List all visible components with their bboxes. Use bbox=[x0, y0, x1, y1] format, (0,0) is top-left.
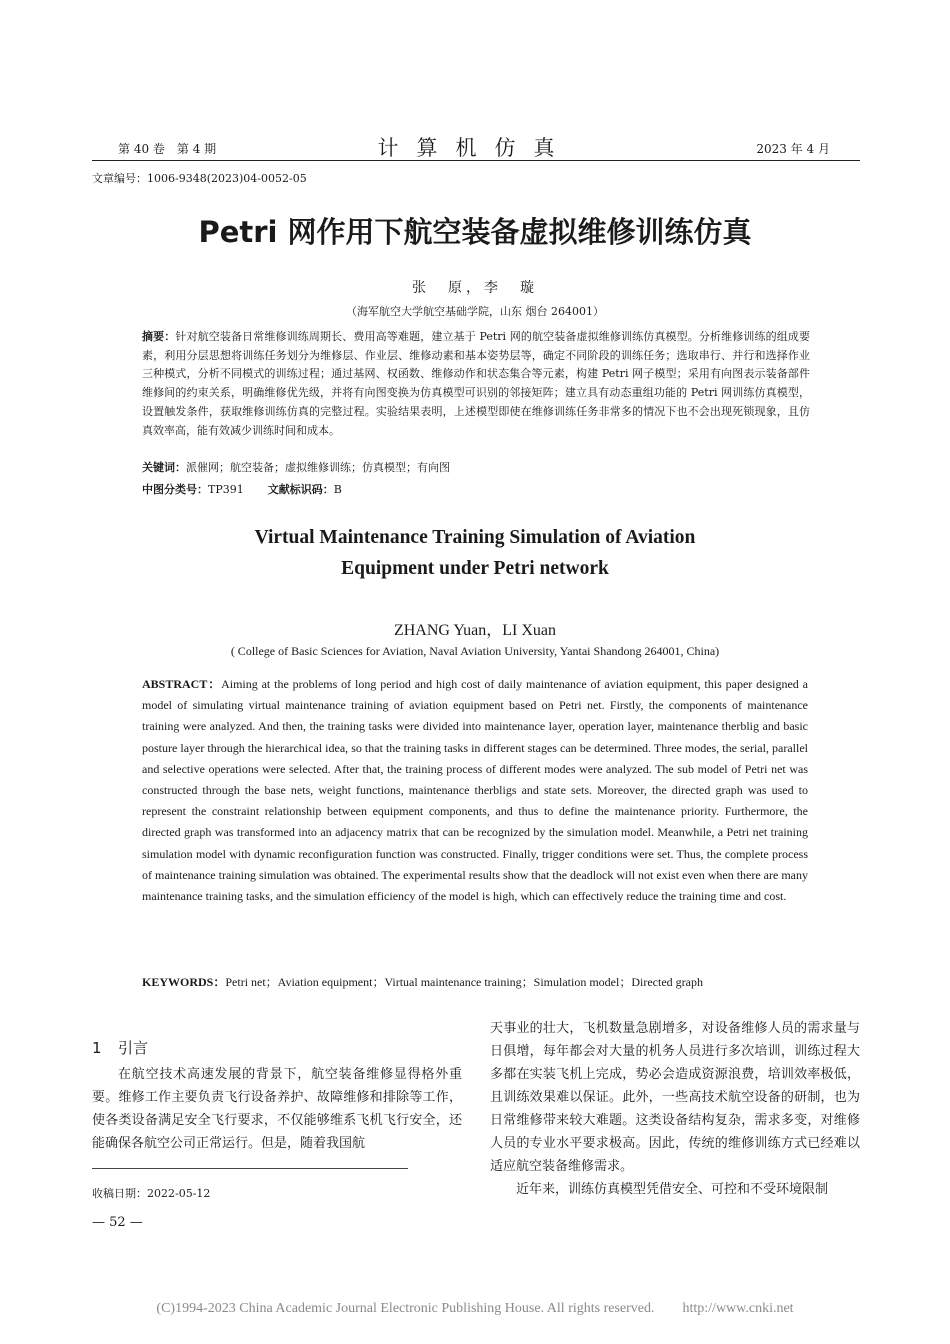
classification-line bbox=[142, 481, 342, 497]
paper-title-en-line2: Equipment under Petri network bbox=[341, 558, 609, 579]
paper-title-cn: Petri 网作用下航空装备虚拟维修训练仿真 bbox=[198, 215, 752, 249]
doc-code-label: 文献标识码： bbox=[267, 483, 334, 496]
keywords-en-label: KEYWORDS： bbox=[142, 975, 226, 989]
abstract-cn bbox=[142, 328, 810, 440]
paper-title-en-line1: Virtual Maintenance Training Simulation of Aviation bbox=[254, 527, 696, 548]
copyright-line: (C)1994-2023 China Academic Journal Electronic Publishing House. All rights reserved. http://www.cnki.net bbox=[156, 1301, 794, 1316]
header-rule bbox=[92, 160, 860, 161]
abstract-cn-label: 摘要： bbox=[142, 330, 176, 343]
intro-paragraph-2: 近年来，训练仿真模型凭借安全、可控和不受环境限制 bbox=[516, 1182, 829, 1197]
body-right-column bbox=[490, 1017, 860, 1201]
article-number: 文章编号：1006-9348(2023)04-0052-05 bbox=[92, 172, 307, 185]
footnote-rule bbox=[92, 1168, 408, 1169]
publication-date: 2023 年 4 月 bbox=[756, 142, 830, 156]
section-heading bbox=[92, 1037, 148, 1058]
intro-paragraph-1: 在航空技术高速发展的背景下，航空装备维修显得格外重要。维修工作主要负责飞行设备养护、故障维修和排除等工作，使各类设备满足安全飞行要求，不仅能够维系飞机飞行安全，还能确保各航空公司正常运行。但是，随着我国航 bbox=[92, 1067, 462, 1151]
abstract-en bbox=[142, 674, 808, 907]
keywords-cn bbox=[142, 459, 450, 475]
affiliation-cn: （海军航空大学航空基础学院，山东 烟台 264001） bbox=[346, 305, 604, 318]
authors-en: ZHANG Yuan，LI Xuan bbox=[393, 622, 557, 639]
section-number: 1 bbox=[92, 1039, 102, 1057]
volume-issue: 第 40 卷 第 4 期 bbox=[118, 142, 217, 156]
page-number: — 52 — bbox=[92, 1215, 143, 1230]
abstract-cn-text: 针对航空装备日常维修训练周期长、费用高等难题，建立基于 Petri 网的航空装备虚拟维修训练仿真模型。分析维修训练的组成要素，利用分层思想将训练任务划分为维修层、作业层、维修动素和基本姿势层等，确定不同阶段的训练任务；选取串行、并行和选择作业三种模式，分析不同模式的训练过程；通过基网、权函数、维修动作和状态集合等元素，构建 Petri 网子模型；采用有向图表示装备部件维修间的约束关系，明确维修优先级，并将有向图变换为仿真模型可识别的邻接矩阵；建立具有动态重组功能的 Petri 网训练仿真模型，设置触发条件，获取维修训练仿真的完整过程。实验结果表明，上述模型即使在维修训练任务非常多的情况下也不会出现死锁现象，且仿真效率高，能有效减少训练时间和成本。 bbox=[142, 330, 811, 437]
keywords-en bbox=[142, 973, 703, 990]
journal-name: 计算机仿真 bbox=[377, 136, 573, 160]
received-date: 收稿日期：2022-05-12 bbox=[92, 1187, 211, 1200]
clc-value: TP391 bbox=[208, 483, 244, 496]
intro-paragraph-1-continued: 天事业的壮大，飞机数量急剧增多，对设备维修人员的需求量与日俱增，每年都会对大量的机务人员进行多次培训，训练过程大多都在实装飞机上完成，势必会造成资源浪费，培训效率极低，且训练效果难以保证。此外，一些高技术航空设备的研制，也为日常维修带来较大难题。这类设备结构复杂，需求多变，对维修人员的专业水平要求极高。因此，传统的维修训练方式已经难以适应航空装备维修需求。 bbox=[490, 1021, 860, 1174]
abstract-en-text: Aiming at the problems of long period and high cost of daily maintenance of aviation equipment, this paper designed a model of simulating virtual maintenance training of aviation equipment based on Petri net. Firstly, the components of maintenance training were analyzed. And then, the training tasks were divided into maintenance layer, operation layer, maintenance therblig and basic posture layer through the hierarchical idea, so that the training tasks in different stages can be determined. Three modes, the serial, parallel and selective operations were selected. After that, the training process of different modes were analyzed. The sub model of Petri net was constructed through the base nets, weight functions, maintenance therbligs and state sets. Moreover, the directed graph was used to represent the constraint relationship between equipment components, and thus to define the maintenance priority. Furthermore, the directed graph was transformed into an adjacency matrix that can be recognized by the simulation model. Meanwhile, a Petri net training simulation model with dynamic reconfiguration function was constructed. Finally, trigger conditions were set. Thus, the complete process of maintenance training simulation was obtained. The experimental results show that the deadlock will not exist even when there are many maintenance training tasks, and the simulation efficiency of the model is high, which can effectively reduce the training time and cost. bbox=[142, 677, 808, 904]
keywords-cn-label: 关键词： bbox=[142, 461, 186, 474]
authors-cn: 张 原，李 璇 bbox=[412, 280, 538, 296]
doc-code-value: B bbox=[333, 483, 342, 496]
clc-label: 中图分类号： bbox=[142, 483, 208, 496]
section-title: 引言 bbox=[118, 1039, 149, 1057]
keywords-en-text: Petri net；Aviation equipment；Virtual maintenance training；Simulation model；Directed graph bbox=[225, 975, 703, 989]
abstract-en-label: ABSTRACT： bbox=[142, 677, 222, 691]
paper-title-en bbox=[0, 522, 950, 584]
affiliation-en: ( College of Basic Sciences for Aviation, Naval Aviation University, Yantai Shandong 264001, China) bbox=[230, 644, 720, 658]
body-left-column bbox=[92, 1063, 462, 1155]
keywords-cn-text: 派催网；航空装备；虚拟维修训练；仿真模型；有向图 bbox=[186, 461, 450, 474]
